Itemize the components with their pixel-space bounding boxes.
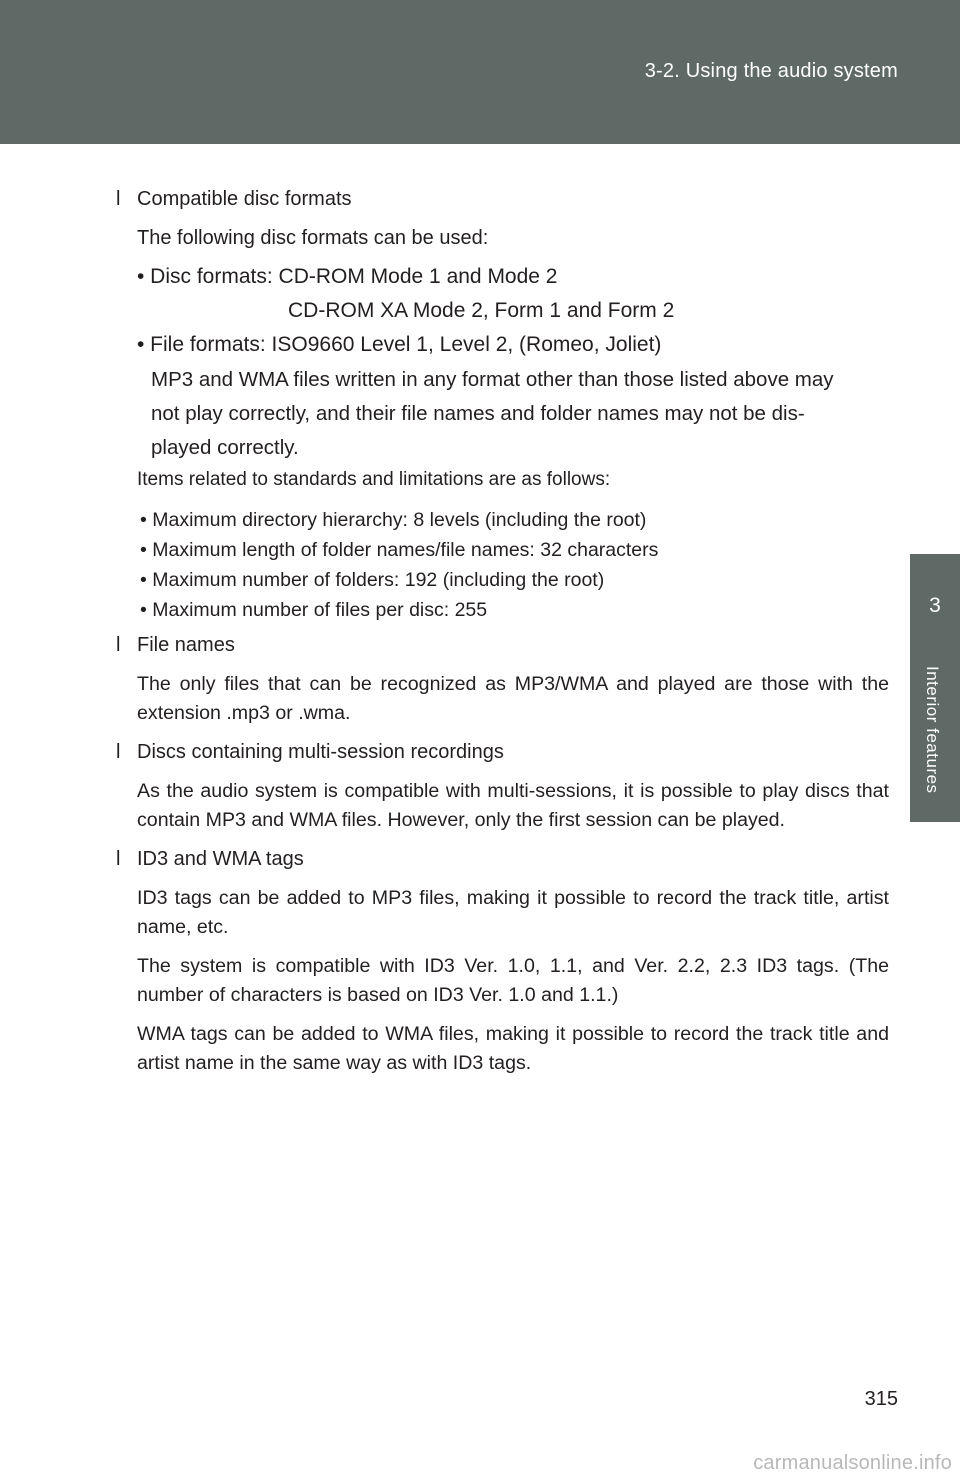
section-title-file-names: File names	[137, 634, 235, 656]
tags-body-2: The system is compatible with ID3 Ver. 1.0, 1.1, and Ver. 2.2, 2.3 ID3 tags. (The number of characters is based on ID3 Ver. 1.0 and 1.1.)	[137, 955, 889, 1006]
tags-body-3: WMA tags can be added to WMA files, making it possible to record the track title and artist name in the same way as with ID3 tags.	[137, 1023, 889, 1074]
limit-item: • Maximum number of files per disc: 255	[140, 599, 488, 621]
file-formats-line: • File formats: ISO9660 Level 1, Level 2, (Romeo, Joliet)	[137, 333, 662, 356]
section-marker: l	[116, 634, 121, 656]
formats-note-line-2: not play correctly, and their file names and folder names may not be dis-	[151, 402, 805, 425]
header-bar	[0, 0, 960, 144]
chapter-label: Interior features	[923, 666, 942, 794]
header-title: 3-2. Using the audio system	[644, 60, 898, 82]
tags-body-1: ID3 tags can be added to MP3 files, making it possible to record the track title, artist name, etc.	[137, 887, 889, 938]
formats-note-line-1: MP3 and WMA files written in any format other than those listed above may	[151, 368, 834, 391]
disc-formats-line-2: CD-ROM XA Mode 2, Form 1 and Form 2	[288, 299, 675, 322]
limit-item: • Maximum length of folder names/file names: 32 characters	[140, 539, 659, 561]
limit-item: • Maximum directory hierarchy: 8 levels (including the root)	[140, 509, 647, 531]
chapter-number: 3	[929, 594, 941, 617]
page-number: 315	[864, 1388, 898, 1410]
section-marker: l	[116, 741, 121, 763]
multisession-body: As the audio system is compatible with multi-sessions, it is possible to play discs that contain MP3 and WMA files. However, only the first session can be played.	[137, 780, 889, 831]
limits-intro: Items related to standards and limitations are as follows:	[137, 469, 611, 490]
formats-note-line-3: played correctly.	[151, 436, 299, 459]
section-title-compatible: Compatible disc formats	[137, 188, 352, 210]
limit-item: • Maximum number of folders: 192 (including the root)	[140, 569, 605, 591]
watermark: carmanualsonline.info	[753, 1452, 952, 1474]
section-marker: l	[116, 188, 121, 210]
section-title-tags: ID3 and WMA tags	[137, 848, 304, 870]
file-names-body: The only files that can be recognized as MP3/WMA and played are those with the extension .mp3 or .wma.	[137, 673, 889, 724]
section-title-multisession: Discs containing multi-session recordings	[137, 741, 504, 763]
disc-formats-line-1: • Disc formats: CD-ROM Mode 1 and Mode 2	[137, 265, 558, 288]
compatible-intro: The following disc formats can be used:	[137, 227, 489, 249]
section-marker: l	[116, 848, 121, 870]
chapter-side-tab	[910, 554, 960, 822]
